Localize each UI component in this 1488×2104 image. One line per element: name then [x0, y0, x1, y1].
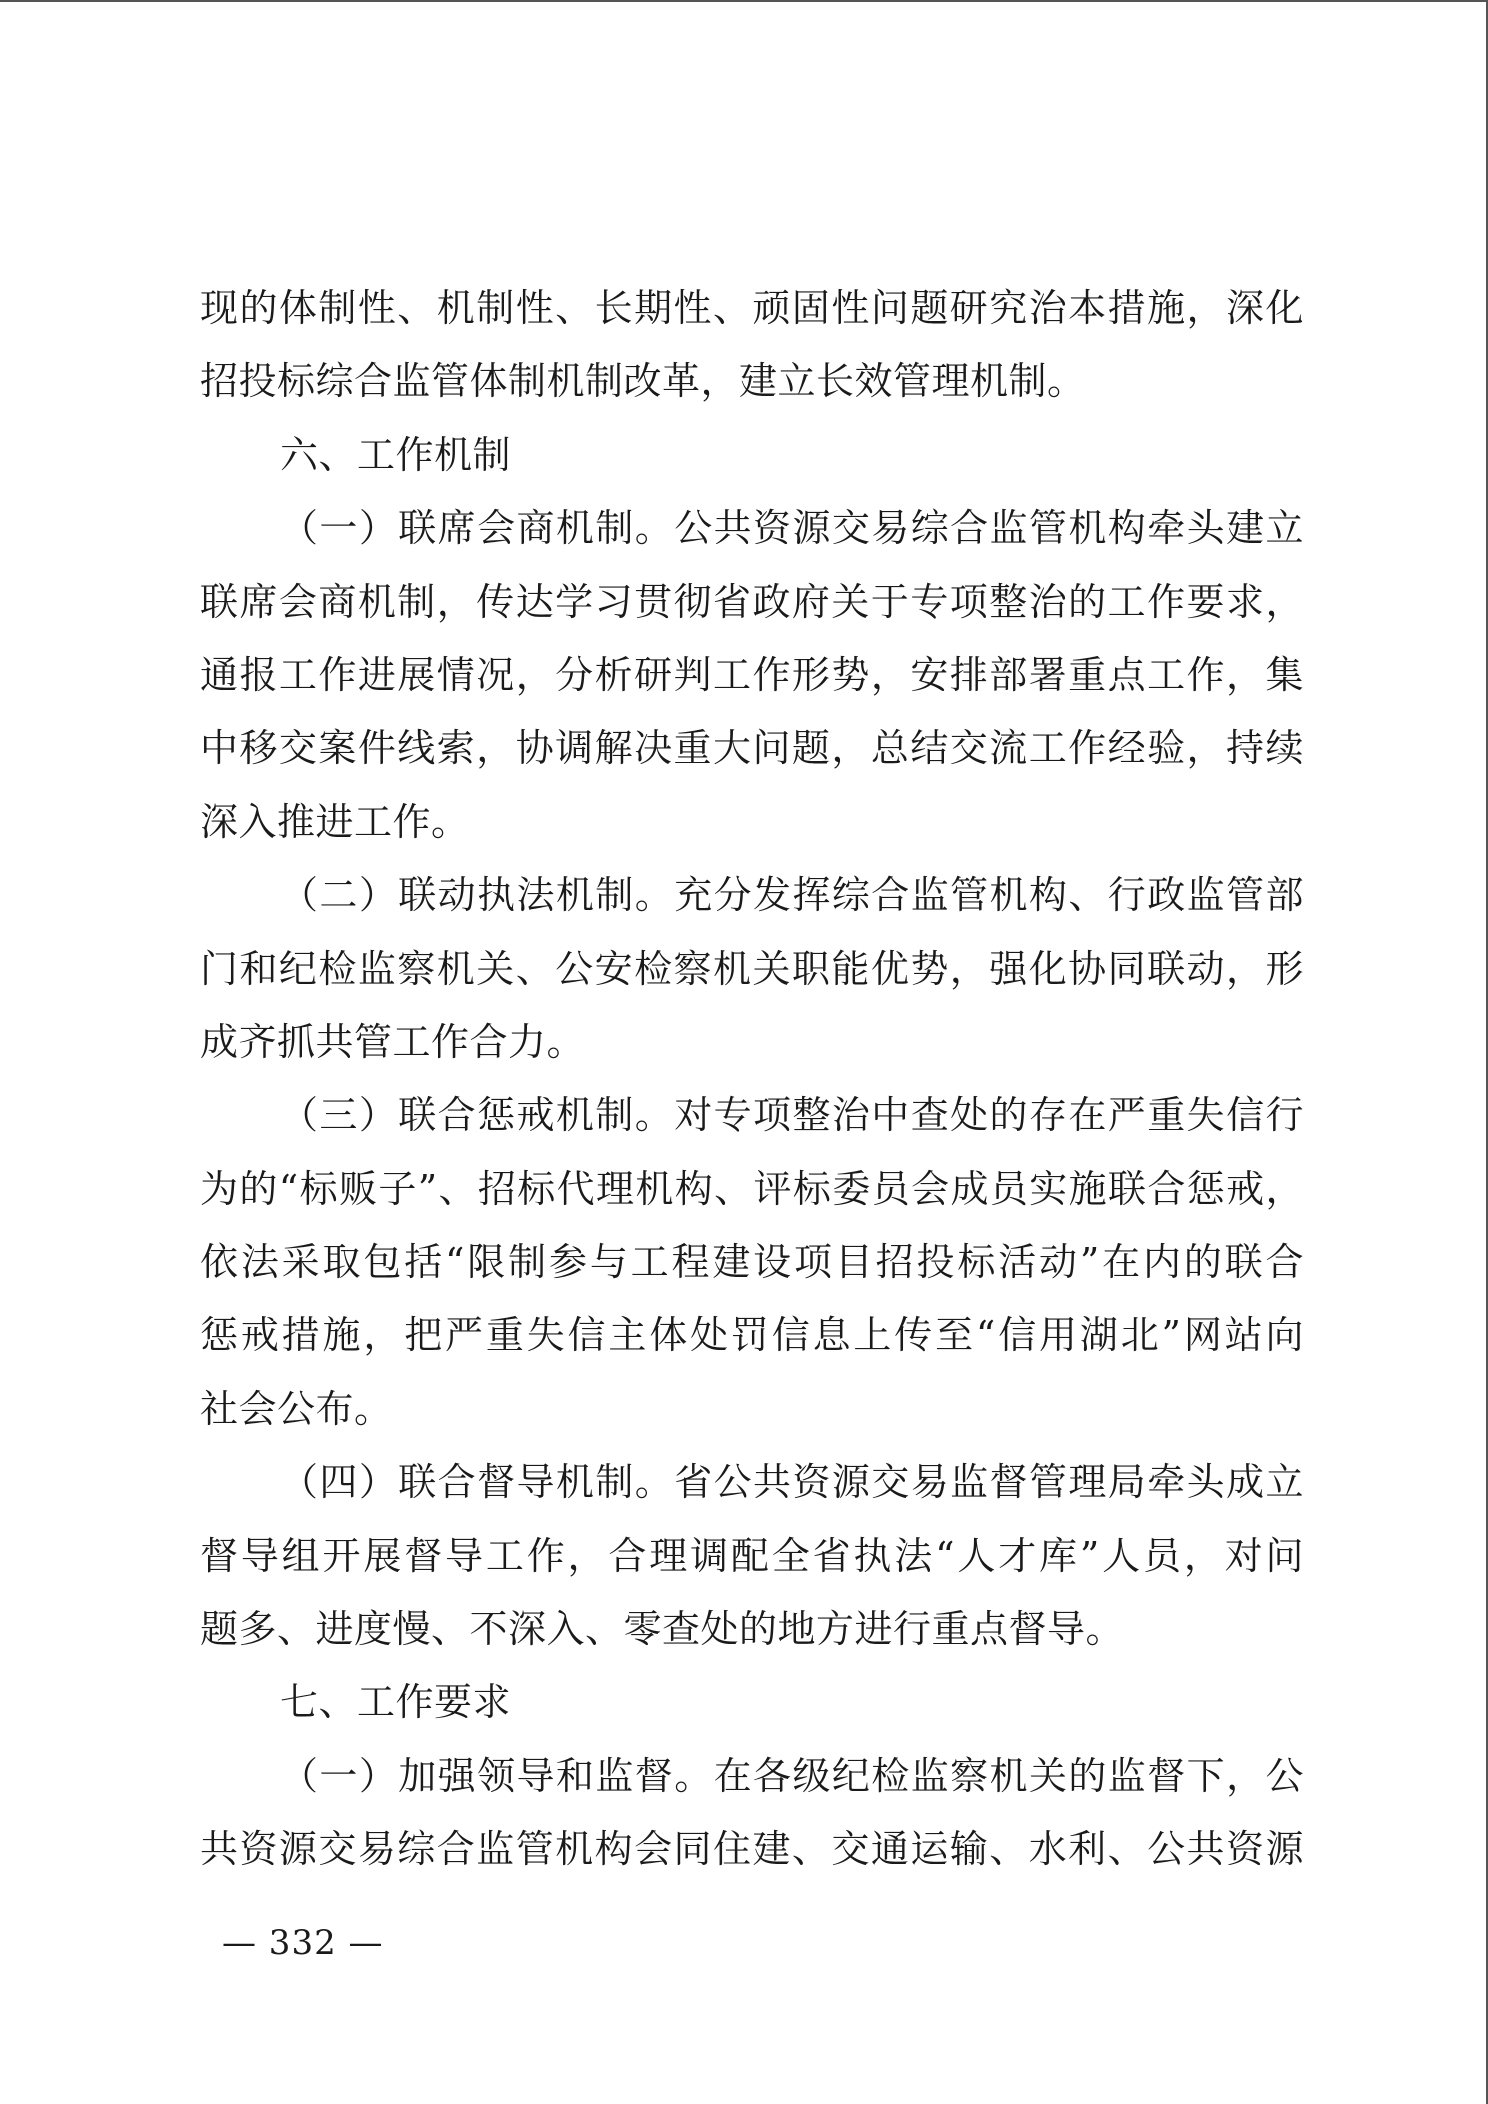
- text-line: 通报工作进展情况，分析研判工作形势，安排部署重点工作，集: [200, 652, 1304, 697]
- text-line: 督导组开展督导工作，合理调配全省执法“人才库”人员，对问: [200, 1533, 1304, 1578]
- text-line: （二）联动执法机制。充分发挥综合监管机构、行政监管部: [280, 873, 1304, 918]
- text-line: 联席会商机制，传达学习贯彻省政府关于专项整治的工作要求，: [200, 579, 1304, 624]
- text-line: （一）联席会商机制。公共资源交易综合监管机构牵头建立: [280, 506, 1304, 551]
- text-line: （一）加强领导和监督。在各级纪检监察机关的监督下，公: [280, 1753, 1304, 1798]
- text-line: 深入推进工作。: [200, 799, 470, 844]
- text-line: （四）联合督导机制。省公共资源交易监督管理局牵头成立: [280, 1460, 1304, 1505]
- section-heading: 七、工作要求: [280, 1680, 512, 1725]
- text-line: 社会公布。: [200, 1386, 393, 1431]
- text-line: 成齐抓共管工作合力。: [200, 1019, 586, 1064]
- text-line: 中移交案件线索，协调解决重大问题，总结交流工作经验，持续: [200, 726, 1304, 771]
- text-line: （三）联合惩戒机制。对专项整治中查处的存在严重失信行: [280, 1093, 1304, 1138]
- text-line: 共资源交易综合监管机构会同住建、交通运输、水利、公共资源: [200, 1827, 1304, 1872]
- body-text: [200, 272, 1304, 1887]
- text-line: 招投标综合监管体制机制改革，建立长效管理机制。: [200, 359, 1086, 404]
- text-line: 依法采取包括“限制参与工程建设项目招投标活动”在内的联合: [200, 1240, 1304, 1285]
- text-line: 现的体制性、机制性、长期性、顽固性问题研究治本措施，深化: [200, 286, 1304, 330]
- top-border: [0, 0, 1488, 2]
- section-heading: 六、工作机制: [280, 432, 512, 477]
- text-line: 为的“标贩子”、招标代理机构、评标委员会成员实施联合惩戒，: [200, 1166, 1304, 1211]
- text-line: 惩戒措施，把严重失信主体处罚信息上传至“信用湖北”网站向: [200, 1313, 1304, 1358]
- text-line: 门和纪检监察机关、公安检察机关职能优势，强化协同联动，形: [200, 946, 1304, 991]
- text-line: 题多、进度慢、不深入、零查处的地方进行重点督导。: [200, 1607, 1125, 1652]
- page-number: — 332 —: [222, 1923, 384, 1963]
